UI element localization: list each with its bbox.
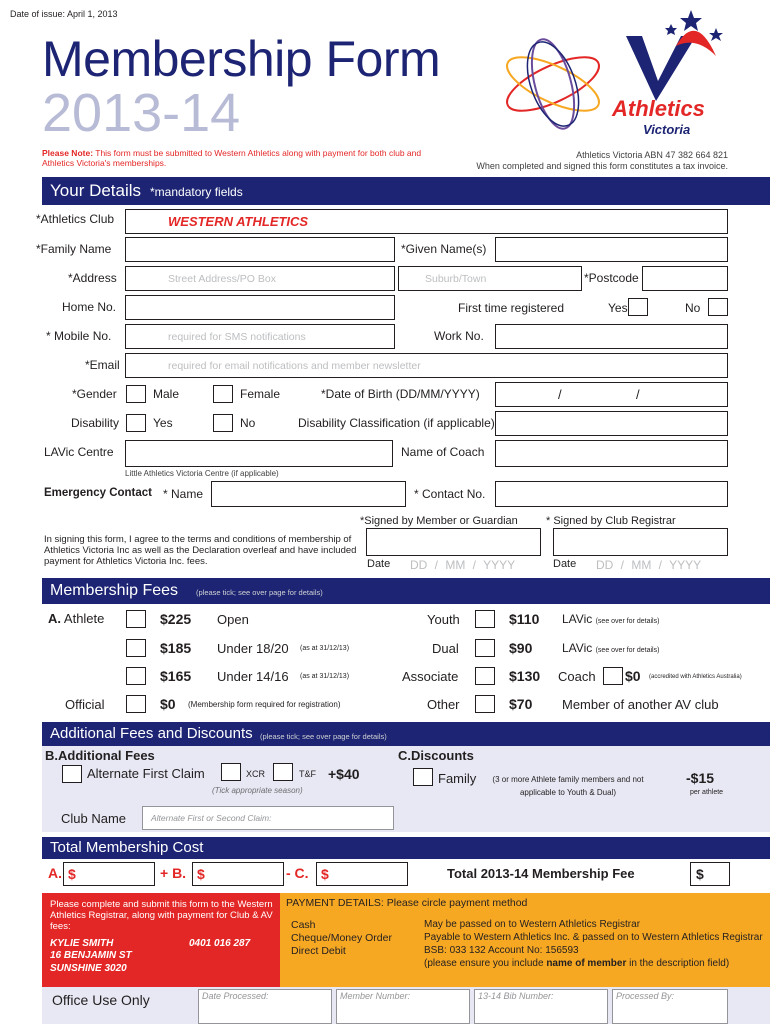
member-date-hint[interactable]: DD / MM / YYYY (410, 558, 516, 572)
processed-by-field[interactable]: Processed By: (612, 989, 728, 1024)
fee-other-price: $70 (509, 696, 533, 712)
fee-u18-price: $185 (160, 640, 192, 656)
fee-open-price: $225 (160, 611, 192, 627)
lavic-centre-field[interactable] (125, 440, 393, 467)
submit-panel (42, 893, 280, 987)
fees-header: Membership Fees (please tick; see over page for details) (42, 578, 770, 604)
mobile-label: * Mobile No. (46, 329, 112, 343)
total-header: Total Membership Cost (42, 837, 770, 859)
home-number-label: Home No. (62, 300, 117, 314)
fee-other-checkbox[interactable] (475, 695, 495, 713)
fee-dual-price: $90 (509, 640, 533, 656)
total-fee-field[interactable]: $ (690, 862, 730, 886)
payment-cash-detail: May be passed on to Western Athletics Registrar (424, 919, 641, 930)
club-name-label: Club Name (61, 811, 127, 826)
street-address-field[interactable]: Street Address/PO Box (125, 266, 395, 291)
fee-dual-label: Dual (432, 641, 459, 656)
emergency-contact-field[interactable] (495, 481, 728, 507)
member-date-label: Date (367, 558, 391, 570)
club-name-field[interactable]: Alternate First or Second Claim: (142, 806, 394, 830)
disability-yes-checkbox[interactable] (126, 414, 146, 432)
work-number-label: Work No. (434, 329, 484, 343)
coach-field[interactable] (495, 440, 728, 467)
fee-official-checkbox[interactable] (126, 695, 146, 713)
form-year: 2013-14 (42, 83, 241, 143)
alt-claim-fee: +$40 (328, 766, 360, 782)
alt-first-claim-checkbox[interactable] (62, 765, 82, 783)
fee-other-label: Other (427, 697, 460, 712)
tf-label: T&F (299, 769, 316, 779)
family-name-label: *Family Name (36, 242, 112, 256)
fee-other-detail: Member of another AV club (562, 697, 719, 712)
payment-bank-detail: BSB: 033 132 Account No: 156593 (424, 945, 579, 956)
fee-coach-detail: (accredited with Athletics Australia) (649, 674, 742, 680)
agreement-text: In signing this form, I agree to the terms and conditions of membership of Athletics Victoria Inc as well as the Declaration overleaf and have included payment for Athletics Victoria Inc. fees. (44, 534, 357, 567)
fee-coach-label: Coach (558, 669, 596, 684)
payment-panel (280, 893, 770, 987)
club-label: *Athletics Club (36, 212, 115, 226)
family-name-field[interactable] (125, 237, 395, 262)
fee-official-price: $0 (160, 696, 176, 712)
fee-associate-label: Associate (402, 669, 459, 684)
first-registered-no-checkbox[interactable] (708, 298, 728, 316)
registrar-date-label: Date (553, 558, 577, 570)
club-field[interactable]: WESTERN ATHLETICS (125, 209, 728, 234)
first-registered-no-label: No (685, 301, 701, 315)
logo-victoria-text: Victoria (643, 122, 691, 137)
disability-class-field[interactable] (495, 411, 728, 436)
dob-field[interactable]: / / (495, 382, 728, 407)
work-number-field[interactable] (495, 324, 728, 349)
first-registered-yes-label: Yes (608, 301, 628, 315)
fee-open-checkbox[interactable] (126, 610, 146, 628)
home-number-field[interactable] (125, 295, 395, 320)
fee-coach-price: $0 (625, 668, 641, 684)
xcr-label: XCR (246, 769, 266, 779)
sig-club-label: * Signed by Club Registrar (546, 515, 676, 527)
family-note: (3 or more Athlete family members and not applicable to Youth & Dual) (492, 775, 644, 797)
family-discount-checkbox[interactable] (413, 768, 433, 786)
page-title: Membership Form (42, 31, 441, 87)
total-b-label: + B. (160, 865, 187, 881)
first-registered-yes-checkbox[interactable] (628, 298, 648, 316)
alt-first-claim-label: Alternate First Claim (87, 766, 205, 781)
fee-u18-checkbox[interactable] (126, 639, 146, 657)
fee-u18-label: Under 18/20 (217, 641, 289, 656)
fee-youth-checkbox[interactable] (475, 610, 495, 628)
discounts-title: C.Discounts (398, 748, 474, 763)
logo-athletics-text: Athletics (612, 96, 705, 121)
lavic-hint: Little Athletics Victoria Centre (if applicable) (125, 469, 279, 478)
total-a-field[interactable]: $ (63, 862, 155, 886)
first-registered-label: First time registered (458, 301, 565, 315)
date-processed-field[interactable]: Date Processed: (198, 989, 332, 1024)
payment-cash[interactable]: Cash (291, 919, 316, 931)
registrar-phone: 0401 016 287 (189, 938, 251, 949)
lavic-centre-label: LAVic Centre (44, 445, 114, 459)
total-c-label: - C. (286, 865, 309, 881)
xcr-checkbox[interactable] (221, 763, 241, 781)
abn-text: Athletics Victoria ABN 47 382 664 821 (576, 150, 728, 160)
email-label: *Email (85, 358, 120, 372)
postcode-field[interactable] (642, 266, 728, 291)
fee-youth-price: $110 (509, 611, 540, 627)
email-field[interactable]: required for email notifications and member newsletter (125, 353, 728, 378)
fee-associate-checkbox[interactable] (475, 667, 495, 685)
family-label: Family (438, 771, 477, 786)
fees-a-title: A. Athlete (48, 611, 105, 626)
male-label: Male (153, 387, 180, 401)
fee-coach-checkbox[interactable] (603, 667, 623, 685)
registrar-address-1: 16 BENJAMIN ST (50, 950, 132, 961)
fee-official-detail: (Membership form required for registration) (188, 700, 341, 709)
fee-open-label: Open (217, 612, 249, 627)
registrar-date-hint[interactable]: DD / MM / YYYY (596, 558, 702, 572)
payment-direct-debit[interactable]: Direct Debit (291, 945, 346, 957)
sig-member-label: *Signed by Member or Guardian (360, 515, 518, 527)
total-b-field[interactable]: $ (192, 862, 284, 886)
registrar-name: KYLIE SMITH (50, 938, 114, 949)
member-signature-field[interactable] (366, 528, 541, 556)
additional-fees-title: B.Additional Fees (45, 748, 155, 763)
given-name-label: *Given Name(s) (401, 242, 487, 256)
per-athlete-label: per athlete (690, 789, 724, 796)
submit-text: Please complete and submit this form to the Western Athletics Registrar, along with payment for Club & AV fees: (50, 899, 273, 932)
fee-youth-label: Youth (427, 612, 460, 627)
fee-youth-lavic: LAVic (see over for details) (562, 612, 660, 626)
emergency-name-field[interactable] (211, 481, 406, 507)
tick-season-hint: (Tick appropriate season) (212, 786, 303, 795)
disability-yes-label: Yes (153, 416, 173, 430)
registrar-signature-field[interactable] (553, 528, 728, 556)
fee-dual-lavic: LAVic (see over for details) (562, 641, 660, 655)
details-header: Your Details *mandatory fields (42, 177, 770, 205)
emergency-label: Emergency Contact (44, 487, 153, 499)
emergency-name-label: * Name (163, 487, 204, 501)
address-label: *Address (68, 271, 117, 285)
fee-u14-price: $165 (160, 668, 192, 684)
dob-label: *Date of Birth (DD/MM/YYYY) (321, 387, 480, 401)
official-label: Official (65, 697, 105, 712)
given-name-field[interactable] (495, 237, 728, 262)
additional-header: Additional Fees and Discounts (please tick; see over page for details) (42, 722, 770, 746)
male-checkbox[interactable] (126, 385, 146, 403)
fee-dual-checkbox[interactable] (475, 639, 495, 657)
fee-u14-label: Under 14/16 (217, 669, 289, 684)
registrar-address-2: SUNSHINE 3020 (50, 963, 127, 974)
member-number-field[interactable]: Member Number: (336, 989, 470, 1024)
suburb-field[interactable]: Suburb/Town (398, 266, 582, 291)
mobile-field[interactable]: required for SMS notifications (125, 324, 395, 349)
family-discount-amount: -$15 (686, 770, 715, 786)
payment-cheque-detail: Payable to Western Athletics Inc. & passed on to Western Athletics Registrar (424, 932, 763, 943)
total-a-label: A. (48, 865, 62, 881)
disability-class-label: Disability Classification (if applicable) (298, 416, 495, 430)
fee-associate-price: $130 (509, 668, 541, 684)
tax-invoice-text: When completed and signed this form constitutes a tax invoice. (476, 161, 728, 171)
tf-checkbox[interactable] (273, 763, 293, 781)
total-c-field[interactable]: $ (316, 862, 408, 886)
fee-u14-checkbox[interactable] (126, 667, 146, 685)
coach-label: Name of Coach (401, 445, 485, 459)
issue-date: Date of issue: April 1, 2013 (10, 9, 118, 19)
female-label: Female (240, 387, 281, 401)
total-fee-label: Total 2013-14 Membership Fee (447, 866, 635, 881)
female-checkbox[interactable] (213, 385, 233, 403)
office-use-label: Office Use Only (52, 992, 150, 1008)
submission-note: Please Note: This form must be submitted to Western Athletics along with payment for both club and Athletics Victoria's memberships. (42, 148, 422, 168)
fee-u14-detail: (as at 31/12/13) (300, 673, 350, 680)
payment-description-note: (please ensure you include name of member in the description field) (424, 958, 730, 969)
payment-cheque[interactable]: Cheque/Money Order (291, 932, 392, 944)
disability-no-checkbox[interactable] (213, 414, 233, 432)
disability-no-label: No (240, 416, 256, 430)
gender-label: *Gender (72, 387, 117, 401)
bib-number-field[interactable]: 13-14 Bib Number: (474, 989, 608, 1024)
disability-label: Disability (71, 416, 120, 430)
atom-logo (498, 34, 608, 134)
emergency-contact-label: * Contact No. (414, 487, 486, 501)
postcode-label: *Postcode (584, 271, 639, 285)
payment-title: PAYMENT DETAILS: Please circle payment method (286, 897, 528, 909)
fee-u18-detail: (as at 31/12/13) (300, 645, 350, 652)
